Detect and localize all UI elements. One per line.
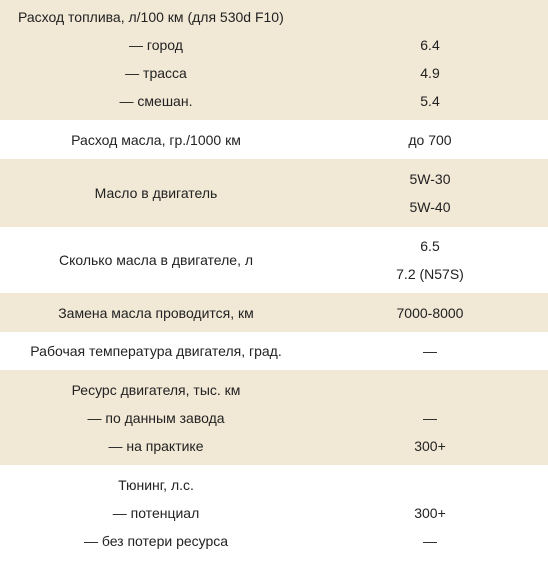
operating-temp-value: — [423,343,437,359]
fuel-mixed-value: 5.4 [420,93,440,109]
engine-oil-value-1: 5W-30 [409,171,451,187]
engine-life-row [0,370,548,465]
oil-consumption-value: до 700 [408,131,452,148]
fuel-highway-label: — трасса [125,65,187,81]
engine-oil-row [0,159,548,227]
tuning-potential-label: — потенциал [112,505,200,521]
tuning-safe-label: — без потери ресурса [83,533,229,549]
fuel-city-value: 6.4 [420,37,440,53]
tuning-row [0,465,548,561]
oil-consumption-row [0,120,548,159]
engine-oil-label: Масло в двигатель [94,185,218,201]
fuel-consumption-row [0,0,548,120]
oil-change-value: 7000-8000 [396,304,464,321]
engine-life-factory-value: — [423,409,437,426]
tuning-safe-value: — [423,533,437,549]
engine-oil-value-2: 5W-40 [409,199,451,215]
oil-volume-value-1: 6.5 [420,238,440,254]
operating-temp-row [0,332,548,370]
oil-volume-row [0,227,548,293]
oil-change-row [0,293,548,332]
operating-temp-label: Рабочая температура двигателя, град. [30,343,282,359]
fuel-highway-value: 4.9 [420,65,440,81]
oil-volume-label: Сколько масла в двигателе, л [58,252,254,268]
engine-life-factory-label: — по данным завода [87,409,225,426]
engine-life-practice-value: 300+ [414,437,446,454]
engine-life-title: Ресурс двигателя, тыс. км [71,381,241,398]
oil-consumption-label: Расход масла, гр./1000 км [71,131,241,148]
fuel-city-label: — город [129,37,183,53]
fuel-consumption-title: Расход топлива, л/100 км (для 530d F10) [18,9,284,25]
oil-volume-value-2: 7.2 (N57S) [396,266,464,282]
fuel-mixed-label: — смешан. [119,93,193,109]
engine-life-practice-label: — на практике [108,437,204,454]
tuning-potential-value: 300+ [414,505,446,521]
oil-change-label: Замена масла проводится, км [58,304,254,321]
tuning-title: Тюнинг, л.с. [118,477,194,493]
